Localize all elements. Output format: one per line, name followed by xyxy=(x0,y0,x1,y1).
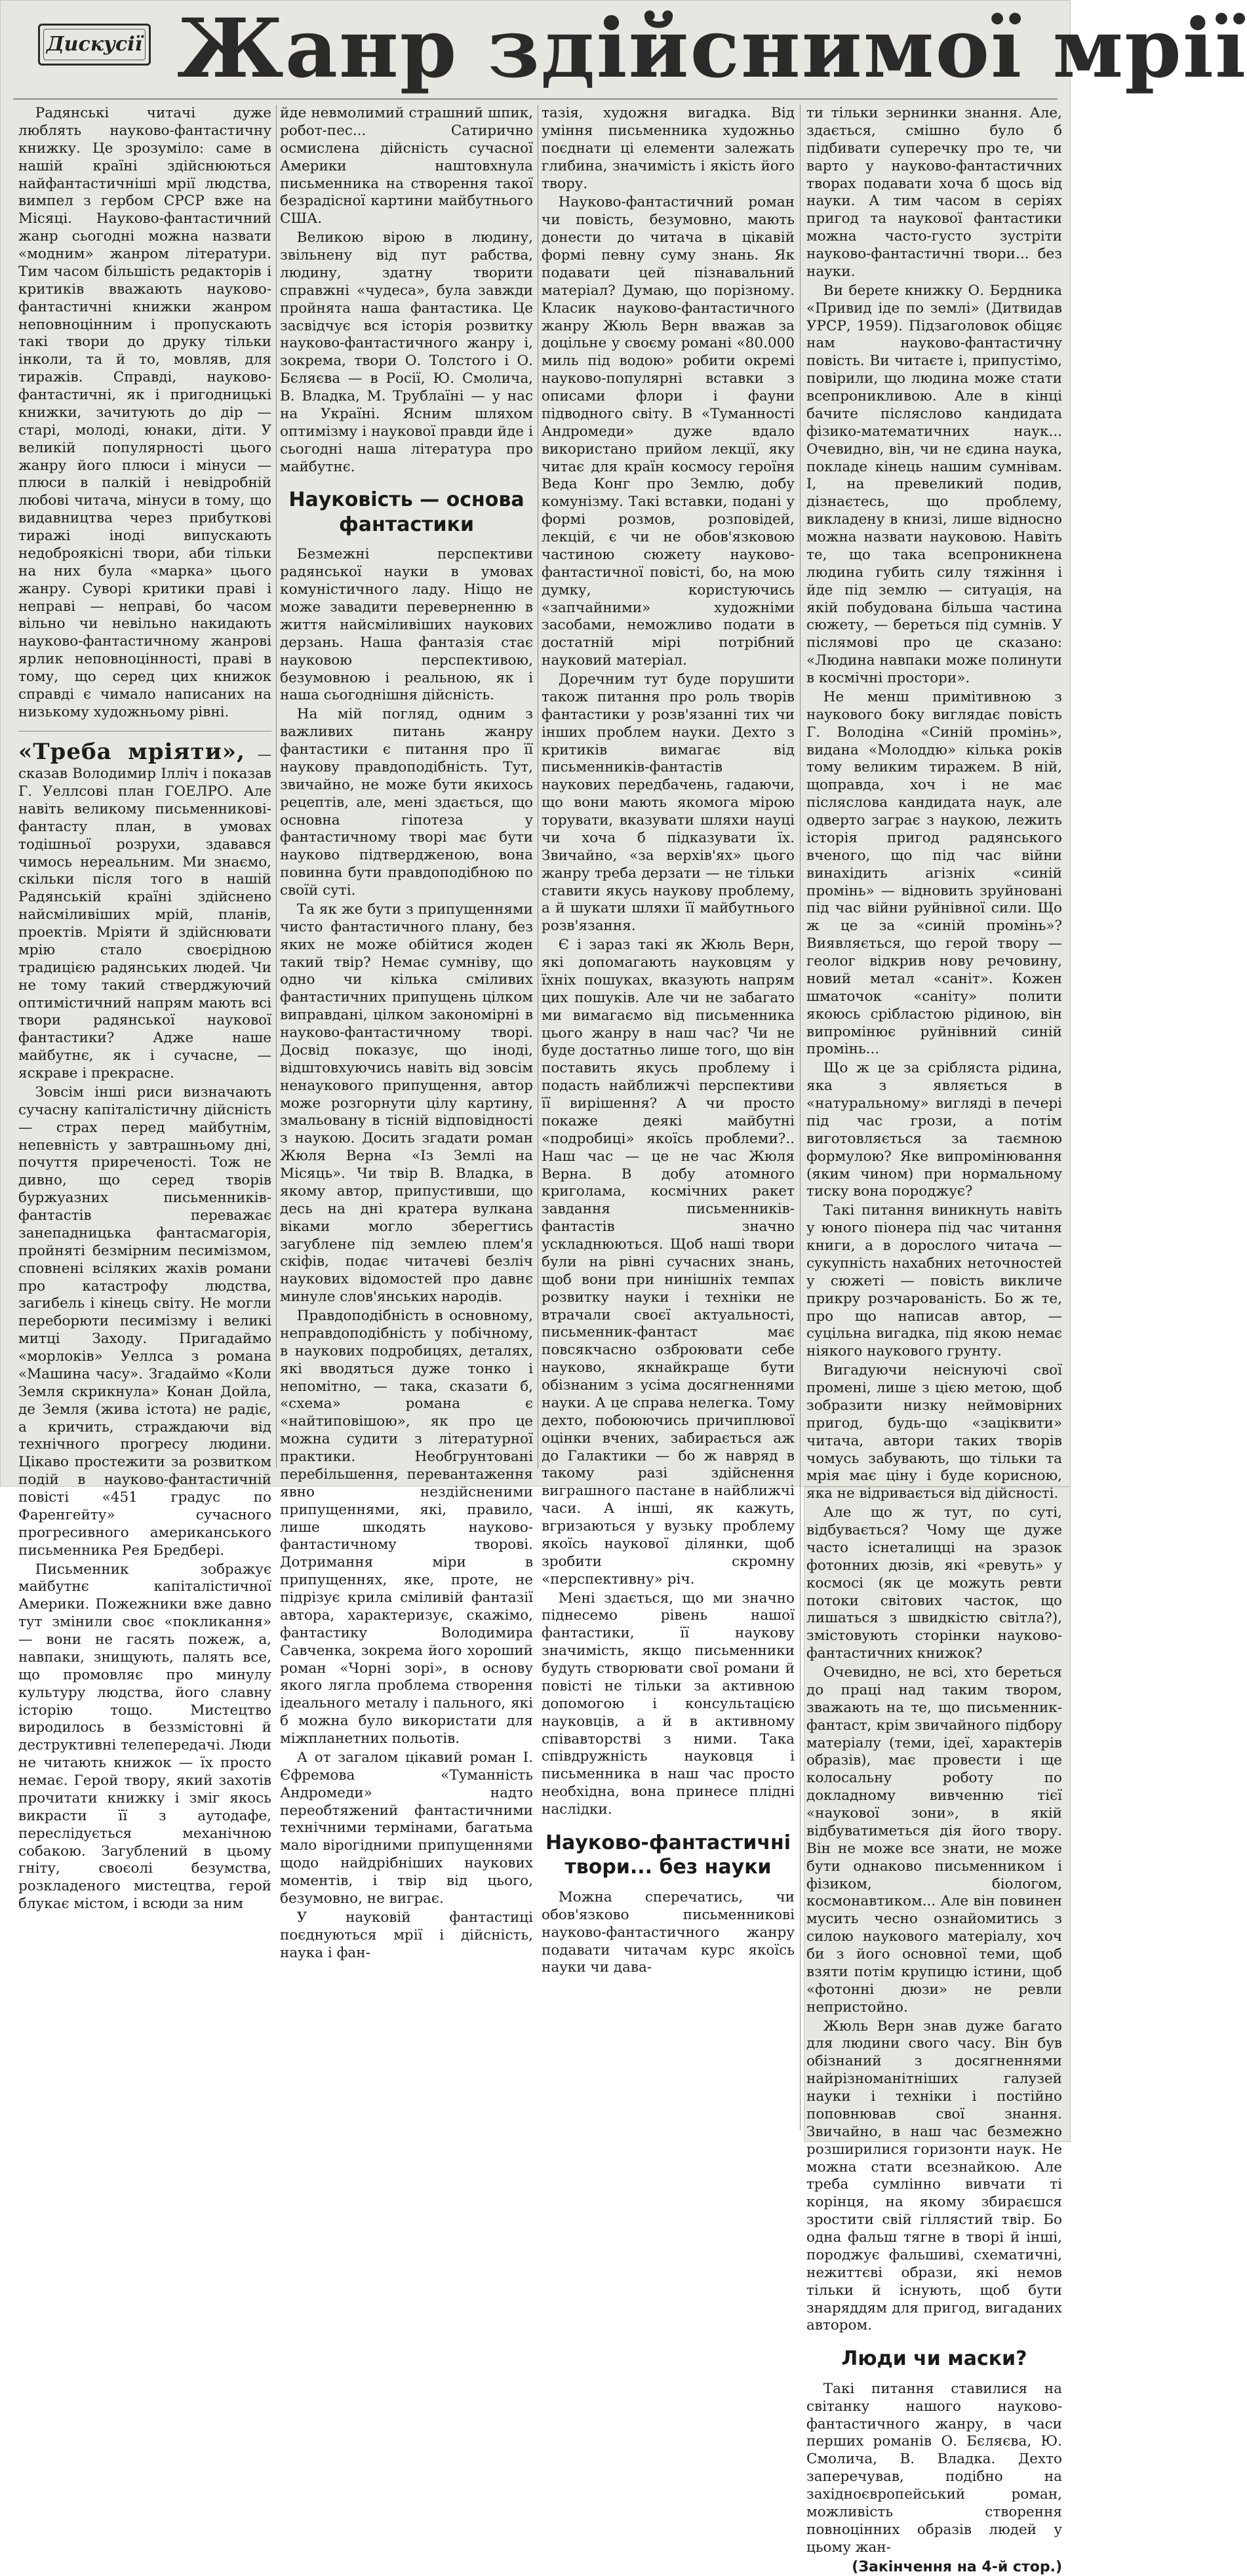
section-heading-without-science: Науково-фантастичні твори... без науки xyxy=(542,1831,795,1880)
continued-note: (Закінчення на 4-й стор.) xyxy=(806,2558,1062,2576)
paragraph: Такі питання ставилися на світанку нашого науково-фантастичного жанру, в часи перших романів О. Бєляєва, Ю. Смолича, В. Владка. Дехто заперечував, подібно на західноєвропейський роман, можливість створення повноцінних образів людей у цьому жан- xyxy=(806,2381,1062,2557)
paragraph: йде невмолимий страшний шпик, робот-пес... Сатирично осмислена дійсність сучасної Америки наштовхнула письменника на створення такої безрадісної картини майбутнього США. xyxy=(280,105,533,228)
paragraph: Що ж це за срібляста рідина, яка з являється в «натуральному» вигляді в печері під час грози, а потім виготовляється за таємною формулою? Яке випромінювання (яким чином) при нормальному тиску вона породжує? xyxy=(806,1060,1062,1201)
paragraph: А от загалом цікавий роман І. Єфремова «Туманність Андромеди» надто переобтяжений фантастичними технічними термінами, багатьма мало вірогідними припущеннями щодо найдрібніших наукових моментів, і твір від цього, безумовно, не виграє. xyxy=(280,1749,533,1908)
quote-body: — сказав Володимир Ілліч і показав Г. Уеллсові план ГОЕЛРО. Але навіть великому письменникові-фантасту план, в умовах тодішньої розрухи, здавався чимось нереальним. Ми знаємо, скільки після того в нашій Радянській країні здійснено найсміливіших мрій, планів, проектів. Мріяти й здійснювати мрію стало своєрідною традицією радянських людей. Чи не тому такий стверджуючий оптимістичний напрям мають всі твори радянської наукової фантастики? Адже наше майбутнє, як і сучасне, — яскраве і прекрасне. xyxy=(18,747,271,1082)
quote-lead: «Треба мріяти», xyxy=(18,739,245,765)
paragraph-quote xyxy=(18,738,271,1083)
paragraph: Науково-фантастичний роман чи повість, безумовно, мають донести до читача в цікавій формі певну суму знань. Як подавати цей пізнавальний матеріал? Думаю, що порізному. Класик науково-фантастичного жанру Жюль Верн вважав за доцільне у своєму романі «80.000 миль під водою» робити окремі науково-популярні вставки з описами флори і фауни підводного світу. В «Туманності Андромеди» дуже вдало використано прийом лекції, яку читає для країн космосу героїня Веда Конг про Землю, добу комунізму. Такі вставки, подані у формі розмов, розповідей, лекцій, є чи не обов'язковою частиною сюжету науково-фантастичної повісті, бо, на мою думку, користуючись «запчайними» художніми засобами, неможливо подати в достатній мірі потрібний науковий матеріал. xyxy=(542,194,795,670)
section-heading-people-or-masks: Люди чи маски? xyxy=(806,2347,1062,2371)
column-3 xyxy=(542,105,795,1478)
rubric-label: Дискусії xyxy=(38,24,151,66)
paragraph: Письменник зображує майбутнє капіталістичної Америки. Пожежники вже давно тут змінили своє «покликання» — вони не гасять пожеж, а, навпаки, знищують, палять все, що промовляє про минулу культуру людства, його славну історію тощо. Мистецтво виродилось в беззмістовні й деструктивні телепередачі. Люди не читають книжок — їх просто немає. Герой твору, який захотів прочитати книжку і зміг якось викрасти її з аутодафе, переслідується механічною собакою. Загублений в цьому гніту, своєолі безумства, розкладеного мистецтва, герой блукає містом, і всюди за ним xyxy=(18,1561,271,1914)
paragraph: Мені здається, що ми значно піднесемо рівень нашої фантастики, її наукову значимість, якщо письменники будуть створювати свої романи й повісті не тільки за активною допомогою і консультацією науковців, а й в активному співавторстві з ними. Така співдружність науковця і письменника в наш час просто необхідна, вона принесе плідні наслідки. xyxy=(542,1590,795,1819)
column-divider xyxy=(800,105,801,2130)
paragraph: Можна сперечатись, чи обов'язково письменникові науково-фантастичного жанру подавати читачам курс якоїсь науки чи дава- xyxy=(542,1889,795,1977)
paragraph: Зовсім інші риси визначають сучасну капіталістичну дійсність — страх перед майбутнім, непевність у завтрашньому дні, почуття приреченості. Тож не дивно, що серед творів буржуазних письменників-фантастів переважає занепадницька фантасмагорія, пройняті безмірним песимізмом, сповнені всіляких жахів романи про катастрофу людства, загибель і кінець світу. Не могли переборюти песимізму і великі митці Заходу. Пригадаймо «морлоків» Уеллса з романа «Машина часу». Згадаймо «Коли Земля скрикнула» Конан Дойла, де Земля (жива істота) не радіє, а кричить, страждаючи від технічного прогресу людини. Цікаво простежити за розвитком подій в науково-фантастичній повісті «451 градус по Фаренгейту» сучасного прогресивного американського письменника Рея Бредбері. xyxy=(18,1084,271,1560)
column-4 xyxy=(806,105,1062,2130)
paragraph: На мій погляд, одним з важливих питань жанру фантастики є питання про її наукову правдоподібність. Тут, звичайно, не може бути якихось рецептів, але, мені здається, що основна гіпотеза у фантастичному творі має бути науково підтвердженою, вона повинна бути правдоподібною по своїй суті. xyxy=(280,706,533,900)
section-heading-science: Науковість — основа фантастики xyxy=(280,488,533,537)
article-headline: Жанр здійснимої мрії xyxy=(177,0,1062,98)
article-header xyxy=(0,0,1071,98)
paragraph-separator xyxy=(18,731,271,732)
paragraph: Не менш примітивною з наукового боку виглядає повість Г. Володіна «Синій промінь», видана «Молоддю» кілька років тому великим тиражем. В ній, щоправда, хоч і не має післяслова кандидата наук, але одверто заграє з наукою, лежить історія пригод радянського вченого, що під час війни винахідить агізніх «синій промінь» — відновить зруйновані під час війни руйнівної сили. Що ж це за «синій промінь»? Виявляється, що герой твору — геолог відкрив нову речовину, новий метал «саніт». Кожен шматочок «саніту» полити якоюсь срібластою рідиною, він випромінює руйнівний синій промінь... xyxy=(806,689,1062,1059)
column-2 xyxy=(280,105,533,1478)
paragraph: Жюль Верн знав дуже багато для людини свого часу. Він був обізнаний з досягненнями найрізноманітніших галузей науки і техніки і постійно поповнював свої знання. Звичайно, в наш час безмежно розширилися горизонти наук. Не можна стати всезнайкою. Але треба сумлінно вивчати ті корінця, на якому збираєшся зростити свій гіллястий твір. Бо одна фальш тягне в творі й інші, породжує фальшиві, схематичні, нежиттєві образи, які немов тільки й існують, щоб бути знаряддям для пригод, вигаданих автором. xyxy=(806,2018,1062,2335)
paragraph: тазія, художня вигадка. Від уміння письменника художньо поєднати ці елементи залежать глибина, значимість і якість його твору. xyxy=(542,105,795,193)
column-divider xyxy=(276,105,277,1468)
paragraph: Ви берете книжку О. Бердника «Привид іде по землі» (Дитвидав УРСР, 1959). Підзаголовок обіцяє нам науково-фантастичну повість. Ви читаєте і, припустімо, повірили, що людина може стати всепроникливою. Але в кінці бачите післяслово кандидата фізико-математичних наук... Очевидно, він, чи не єдина наука, покладе кінець нашим сумнівам. І, на превеликий подив, дізнаєтесь, що проблему, викладену в книзі, лише відносно можна назвати науковою. Навіть те, що така всепроникнена людина губить силу тяжіння і йде під землю — ситуація, на якій побудована більша частина сюжету, — береться під сумнів. У післямові про це сказано: «Людина навпаки може полинути в космічні простори». xyxy=(806,283,1062,688)
paragraph: Такі питання виникнуть навіть у юного піонера під час читання книги, а в дорослого читача — сукупність нахабних неточностей у сюжеті — повість викличе прикру розчарованість. Бо ж те, про що написав автор, — суцільна вигадка, під якою немає ніякого наукового грунту. xyxy=(806,1202,1062,1361)
paragraph: У науковій фантастиці поєднуються мрії і дійсність, наука і фан- xyxy=(280,1909,533,1962)
paragraph: Вигадуючи неіснуючі свої промені, лише з цією метою, щоб зобразити низку неймовірних пригод, будь-що «заціквити» читача, автори таких творів чомусь забувають, що тільки та мрія має ціну і буде корисною, яка не відривається від дійсності. xyxy=(806,1362,1062,1503)
paragraph: Радянські читачі дуже люблять науково-фантастичну книжку. Це зрозуміло: саме в нашій країні здійснюються найфантастичніші мрії людства, вимпел з гербом СРСР вже на Місяці. Науково-фантастичний жанр сьогодні можна назвати «модним» жанром літератури. Тим часом більшість редакторів і критиків вважають науково-фантастичні книжки жанром неповноцінним і пропускають такі твори до друку тільки інколи, та й то, мовляв, для тиражів. Справді, науково-фантастичні, як і пригодницькі книжки, зачитують до дір — старі, молоді, юнаки, діти. У великій популярності цього жанру його плюси і мінуси — плюси в палкій і невідробній любові читача, мінуси в тому, що видавництва через прибуткові тиражі іноді випускають недоброякісні твори, аби тільки на них була «марка» цього жанру. Суворі критики праві і неправі — неправі, бо часом вільно чи невільно накидають науково-фантастичному жанрові ярлик неповноцінності, праві в тому, що серед цих книжок справді є чимало написаних на низькому художньому рівні. xyxy=(18,105,271,722)
paragraph: Великою вірою в людину, звільнену від пут рабства, людину, здатну творити справжні «чудеса», була завжди пройнята наша фантастика. Це засвідчує вся історія розвитку науково-фантастичного жанру і, зокрема, твори О. Толстого і О. Бєляєва — в Росії, Ю. Смолича, В. Владка, М. Трублаїні — у нас на Україні. Ясним шляхом оптимізму і наукової правди йде і сьогодні наша література про майбутнє. xyxy=(280,229,533,476)
paragraph: Очевидно, не всі, хто береться до праці над таким твором, зважають на те, що письменник-фантаст, крім звичайного підбору матеріалу (теми, ідеї, характерів образів), має провести і ще колосальну роботу по докладному вивченню тієї «наукової зони», в якій відбуватиметься дія його твору. Він не може все знати, не може бути однаково письменником і фізиком, біологом, космонавтиком... Але він повинен мусить чесно ознайомитись з силою наукового матеріалу, хоч би з його основної теми, щоб взяти потім крупицю істини, щоб «фотонні дюзи» не ревли непристойно. xyxy=(806,1664,1062,2017)
paragraph: Та як же бути з припущеннями чисто фантастичного плану, без яких не може обійтися жоден такий твір? Немає сумніву, що одно чи кілька сміливих фантастичних припущень цілком виправдані, цілком закономірні в науково-фантастичному творі. Досвід показує, що іноді, відштовхуючись навіть від зовсім ненаукового припущення, автор може розгорнути цілу картину, змальовану в тісній відповідності з наукою. Досить згадати роман Жюля Верна «Із Землі на Місяць». Чи твір В. Владка, в якому автор, припустивши, що десь на дні кратера вулкана віками могло зберегтись загублене під землею плем'я скіфів, подає читачеві безліч наукових відомостей про давнє минуле слов'янських народів. xyxy=(280,901,533,1306)
paragraph: ти тільки зернинки знання. Але, здається, смішно було б підбивати суперечку про те, чи варто у науково-фантастичних творах подавати хоча б щось від науки. А тим часом в серіях пригод та наукової фантастики можна часто-густо зустріти науково-фантастичні твори... без науки. xyxy=(806,105,1062,281)
paragraph: Є і зараз такі як Жюль Верн, які допомагають науковцям у їхніх пошуках, вказують напрям цих пошуків. Але чи не забагато ми вимагаємо від письменника цього жанру в наш час? Чи не буде достатньо лише того, що він поставить якусь проблему і подасть найближчі перспективи її вирішення? А чи просто покаже деякі майбутні «подробиці» якоїсь проблеми?.. Наш час — це не час Жюля Верна. В добу атомного криголама, космічних ракет завдання письменників-фантастів значно ускладнюються. Щоб наші твори були на рівні сучасних знань, щоб вони при нинішніх темпах розвитку науки і техніки не втрачали своєї актуальності, письменник-фантаст має повсякчасно озброювати себе науково, якнайкраще бути обізнаним з усіма досягненнями науки. А це справа нелегка. Тому дехто, побоюючись причиплювої оцінки вчених, забирається аж до Галактики — бо ж навряд в такому разі здійснення виграшного пастане в найближчі часи. А інші, як кажуть, вгризаються у вузьку проблему якоїсь наукової ділянки, щоб зробити скромну «перспективну» річ. xyxy=(542,937,795,1588)
paragraph: Правдоподібність в основному, неправдоподібність у побічному, в наукових подробицях, деталях, які вводяться дуже тонко і непомітно, — така, сказати б, «схема» романа є «найтиповішою», як про це можна судити з літературної практики. Необгрунтовані перебільшення, перевантаження явно нездійсненими припущеннями, які, правило, лише шкодять науково-фантастичному творові. Дотримання міри в припущеннях, яке, проте, не підрізує крила сміливій фантазії автора, характеризує, скажімо, фантастику Володимира Савченка, зокрема його хороший роман «Чорні зорі», в основу якого лягла проблема створення ідеального металу і пального, які б можна було використати для міжпланетних польотів. xyxy=(280,1308,533,1748)
paragraph: Безмежні перспективи радянської науки в умовах комуністичного ладу. Ніщо не може завадити переверненню в життя найсміливіших наукових дерзань. Наша фантазія стає науковою перспективою, безумовною і реальною, як і наша сьогоднішня дійсність. xyxy=(280,546,533,705)
column-1 xyxy=(18,105,271,1478)
paragraph: Доречним тут буде порушити також питання про роль творів фантастики у розв'язанні тих чи інших проблем науки. Дехто з критиків вимагає від письменників-фантастів наукових передбачень, гадаючи, що вони мають якомога мірою торувати, вказувати шляхи науці чи хоча б підказувати їх. Звичайно, «за верхів'ях» цього жанру треба дерзати — не тільки ставити якусь наукову проблему, а й шукати шляхи її майбутнього розв'язання. xyxy=(542,671,795,935)
paragraph: Але що ж тут, по суті, відбувається? Чому ще дуже часто існеталицці на зразок фотонних дюзів, які «ревуть» у космосі (як це можуть ревти потоки світових часток, що лишаться з швидкістю світла?), змістовують сторінки науково-фантастичних книжок? xyxy=(806,1504,1062,1663)
header-rule xyxy=(13,98,1058,100)
